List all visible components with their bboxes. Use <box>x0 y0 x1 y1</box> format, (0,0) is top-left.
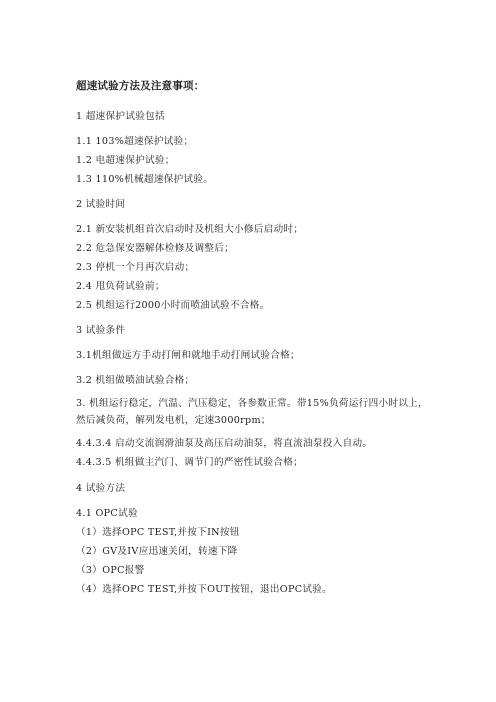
list-item-1-1: 1.1 103%超速保护试验； <box>76 136 194 147</box>
list-item-3-3: 3. 机组运行稳定，汽温、汽压稳定，各参数正常。带15%负荷运行四小时以上，然后减负荷，解列发电机，定速3000rpm； <box>76 398 428 426</box>
document-title: 超速试验方法及注意事项： <box>76 80 205 92</box>
section-heading-1: 1 超速保护试验包括 <box>76 111 165 122</box>
list-item-4-4-3-5: 4.4.3.5 机组做主汽门、调节门的严密性试验合格； <box>76 457 303 468</box>
step-3: （3）OPC报警 <box>76 565 145 576</box>
list-item-1-3: 1.3 110%机械超速保护试验。 <box>76 174 214 185</box>
list-item-3-1: 3.1机组做远方手动打闸和就地手动打闸试验合格； <box>76 350 300 361</box>
section-heading-3: 3 试验条件 <box>76 325 126 336</box>
list-item-4-4-3-4: 4.4.3.4 启动交流润滑油泵及高压启动油泵，将直流油泵投入自动。 <box>76 438 373 449</box>
step-4: （4）选择OPC TEST,并按下OUT按钮，退出OPC试验。 <box>76 584 333 595</box>
list-item-1-2: 1.2 电超速保护试验； <box>76 155 175 166</box>
section-heading-4: 4 试验方法 <box>76 483 126 494</box>
step-2: （2）GV及IV应迅速关闭，转速下降 <box>76 546 238 557</box>
section-heading-2: 2 试验时间 <box>76 199 126 210</box>
list-item-2-3: 2.3 停机一个月再次启动； <box>76 262 195 273</box>
list-item-2-1: 2.1 新安装机组首次启动时及机组大小修后启动时； <box>76 224 304 235</box>
step-1: （1）选择OPC TEST,并按下IN按钮 <box>76 527 240 538</box>
list-item-2-4: 2.4 甩负荷试验前； <box>76 281 165 292</box>
list-item-3-2: 3.2 机组做喷油试验合格； <box>76 375 195 386</box>
list-item-2-5: 2.5 机组运行2000小时而喷油试验不合格。 <box>76 300 270 311</box>
subsection-heading-4-1: 4.1 OPC试验 <box>76 508 138 519</box>
list-item-2-2: 2.2 危急保安器解体检修及调整后； <box>76 243 235 254</box>
